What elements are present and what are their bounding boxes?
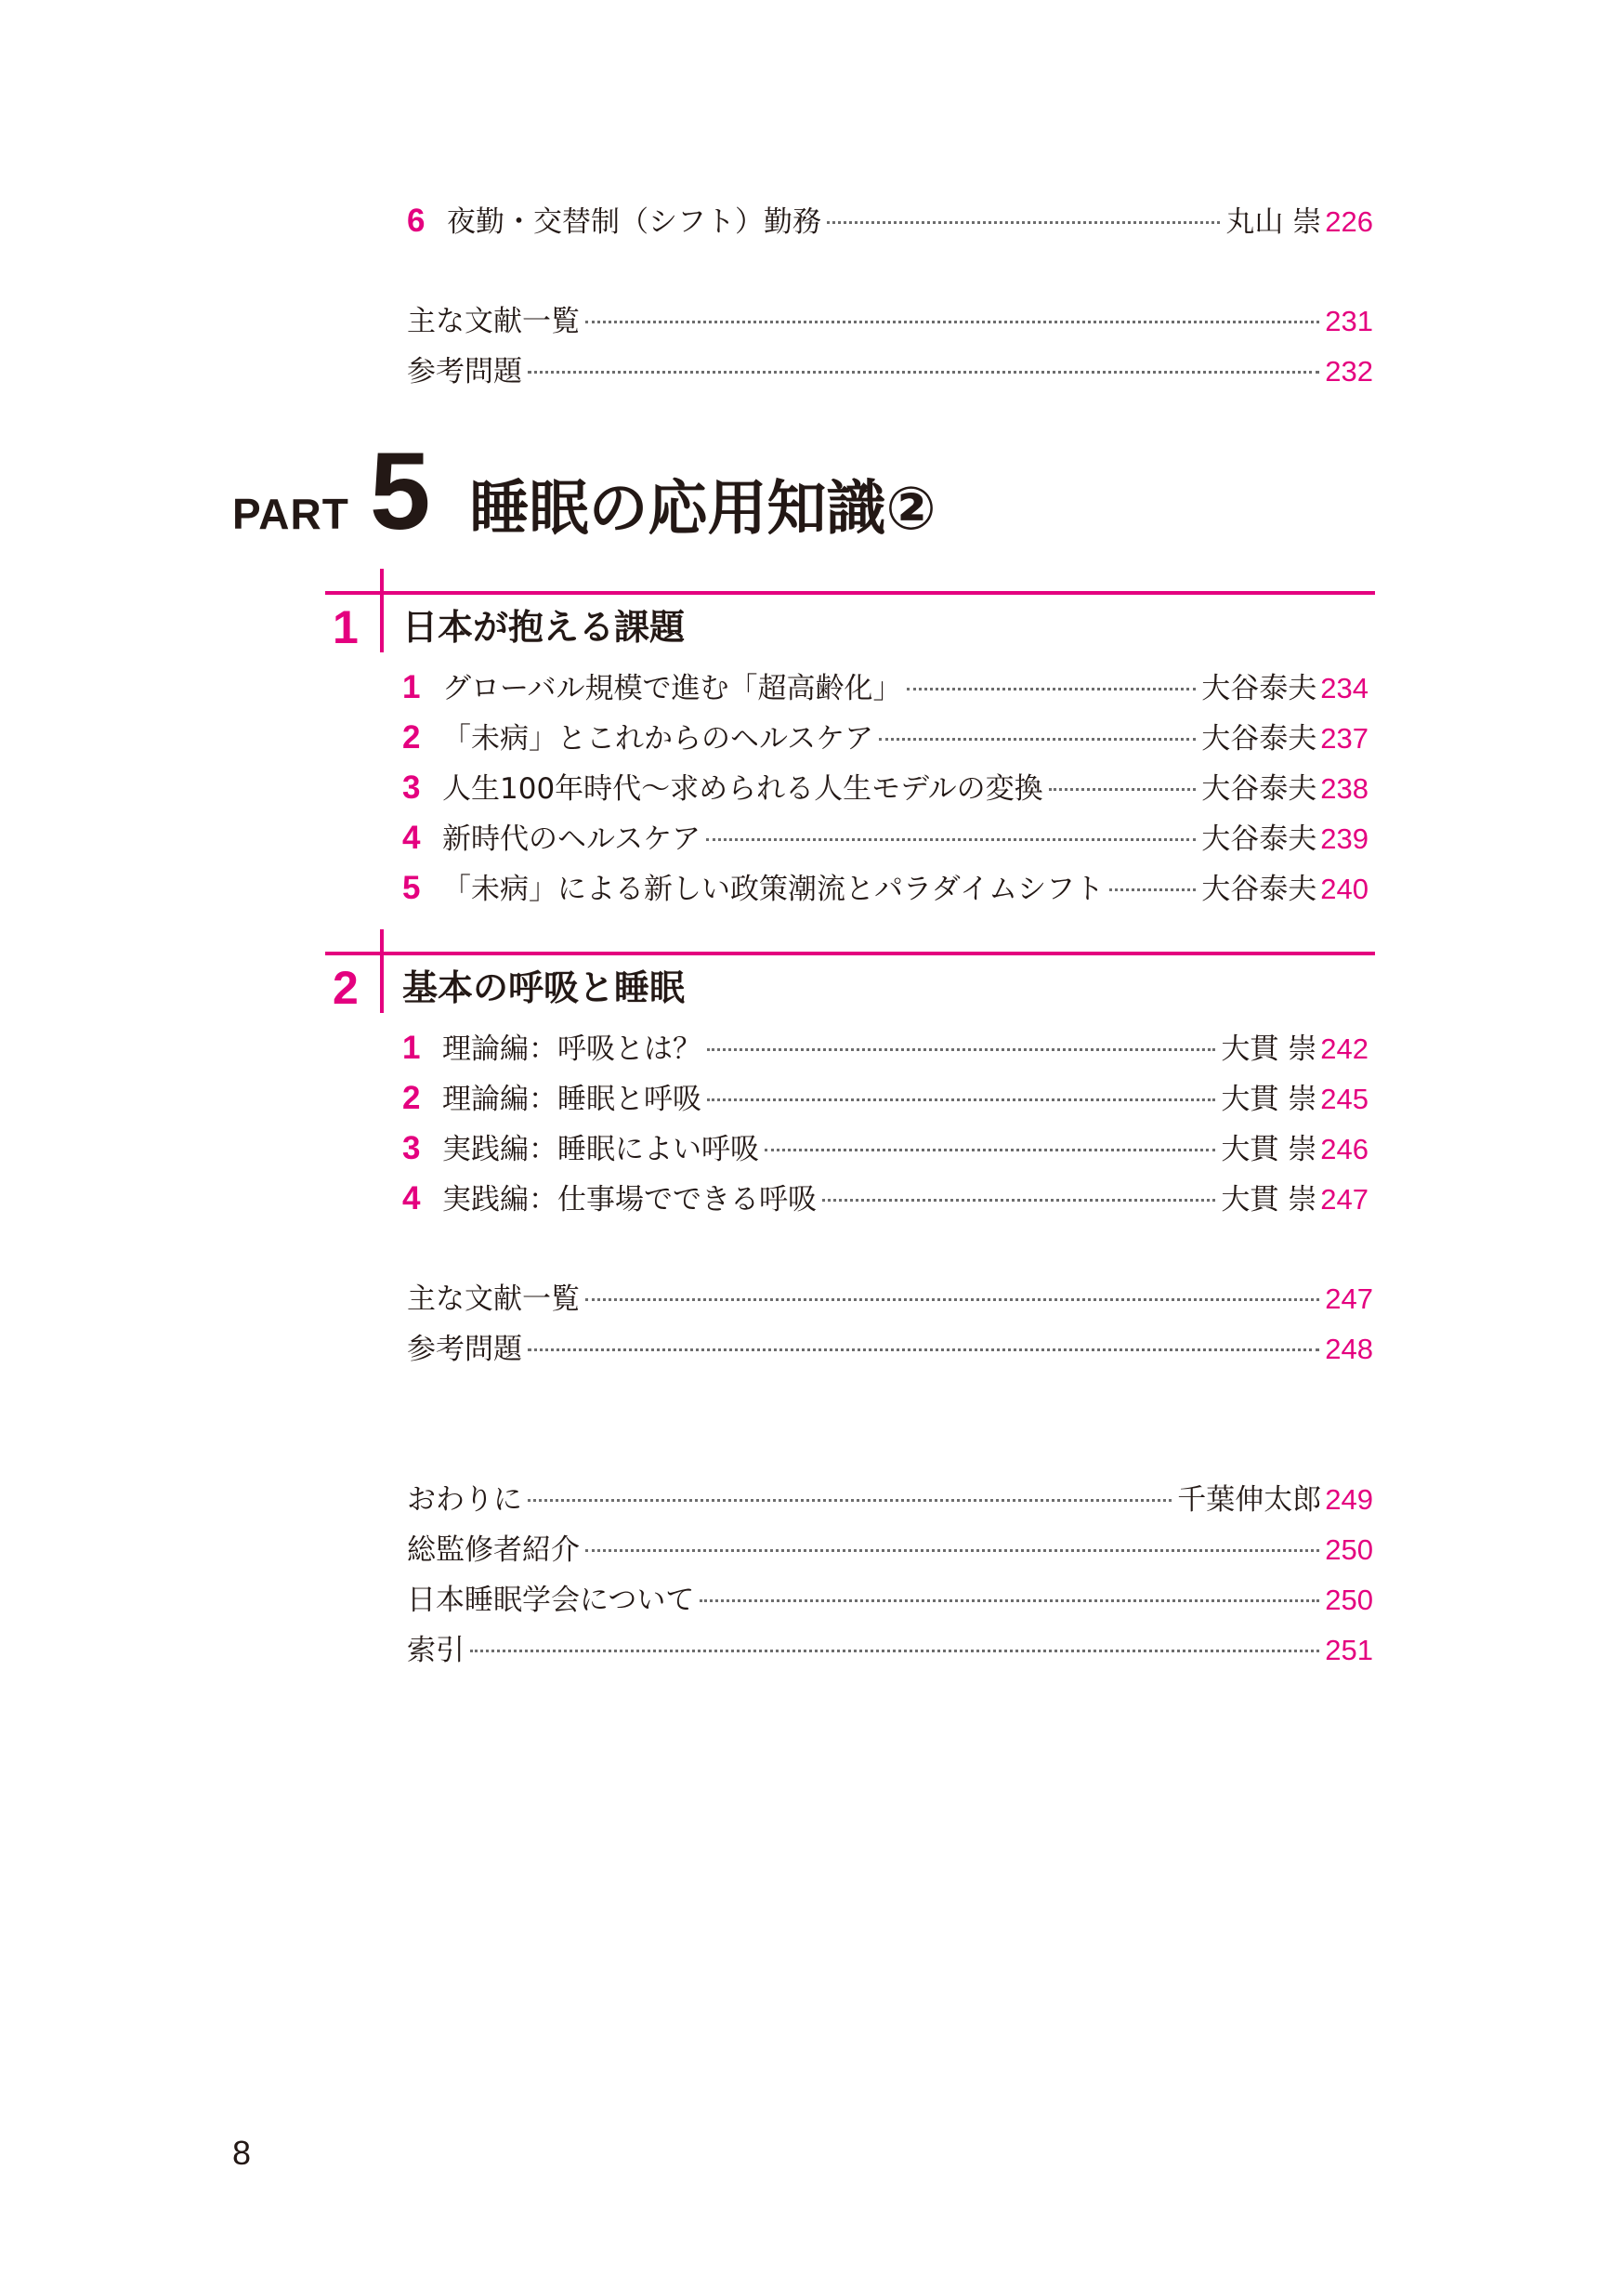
page-number: 245: [1320, 1083, 1369, 1115]
dot-leader: [1049, 788, 1197, 791]
page-number: 238: [1320, 772, 1369, 805]
item-number: 4: [402, 820, 421, 856]
item-title: 夜勤・交替制（シフト）勤務: [447, 205, 821, 239]
item-number: 1: [402, 669, 421, 705]
item-title: 理論編：呼吸とは？: [442, 1032, 701, 1066]
page-number: 246: [1320, 1133, 1369, 1165]
dot-leader: [585, 321, 1319, 323]
part-title: 睡眠の応用知識②: [469, 475, 936, 544]
item-title: 参考問題: [407, 355, 522, 388]
item-author: 大貫 崇: [1221, 1083, 1317, 1116]
dot-leader: [528, 1499, 1172, 1502]
toc-item[interactable]: [402, 1180, 1369, 1218]
item-title: 人生100年時代～求められる人生モデルの変換: [442, 772, 1043, 806]
dot-leader: [907, 688, 1196, 690]
item-title: 実践編：睡眠によい呼吸: [442, 1133, 759, 1166]
item-title: 総監修者紹介: [407, 1533, 580, 1567]
part-heading: [232, 430, 936, 553]
section-rule: [325, 591, 1375, 595]
toc-item[interactable]: [402, 1080, 1369, 1118]
dot-leader: [528, 1348, 1319, 1351]
page-number: 247: [1320, 1183, 1369, 1216]
toc-item[interactable]: [402, 820, 1369, 858]
item-author: 大谷泰夫: [1201, 672, 1317, 705]
toc-item-index[interactable]: [407, 1632, 1373, 1669]
item-title: 主な文献一覧: [407, 305, 580, 338]
page-number: 231: [1325, 305, 1373, 337]
toc-item-supervisor-profile[interactable]: [407, 1532, 1373, 1569]
item-author: 大貫 崇: [1221, 1133, 1317, 1166]
toc-item-night-shift[interactable]: [407, 203, 1373, 241]
toc-item[interactable]: [402, 870, 1369, 908]
toc-item[interactable]: [402, 719, 1369, 757]
dot-leader: [765, 1149, 1215, 1151]
item-number: 4: [402, 1180, 421, 1216]
item-number: 2: [402, 1080, 421, 1116]
item-author: 大谷泰夫: [1201, 772, 1317, 806]
toc-item-references[interactable]: [407, 1281, 1373, 1318]
section-number: 2: [333, 962, 359, 1014]
item-author: 大谷泰夫: [1201, 722, 1317, 756]
item-title: 「未病」による新しい政策潮流とパラダイムシフト: [442, 873, 1105, 906]
toc-item[interactable]: [402, 669, 1369, 707]
dot-leader: [470, 1650, 1319, 1652]
item-author: 大谷泰夫: [1201, 873, 1317, 906]
toc-item[interactable]: [402, 1030, 1369, 1068]
item-author: 大谷泰夫: [1201, 822, 1317, 856]
item-number: 3: [402, 1130, 421, 1166]
dot-leader: [822, 1199, 1215, 1202]
item-title: 「未病」とこれからのヘルスケア: [442, 722, 874, 756]
item-number: 6: [407, 203, 426, 239]
page-number: 237: [1320, 722, 1369, 755]
part-number: 5: [369, 430, 431, 553]
page-number: 251: [1325, 1634, 1373, 1666]
dot-leader: [700, 1599, 1319, 1602]
dot-leader: [707, 1098, 1215, 1101]
item-author: 千葉伸太郎: [1177, 1483, 1322, 1517]
dot-leader: [706, 838, 1196, 841]
item-title: 新時代のヘルスケア: [442, 822, 701, 856]
item-number: 2: [402, 719, 421, 756]
dot-leader: [585, 1298, 1319, 1301]
page-number: 226: [1325, 205, 1373, 238]
section-title[interactable]: 日本が抱える課題: [402, 607, 686, 648]
item-author: 大貫 崇: [1221, 1183, 1317, 1216]
part-label: PART: [232, 490, 349, 538]
section-tick: [380, 929, 384, 1013]
dot-leader: [1109, 888, 1196, 891]
page-number: 234: [1320, 672, 1369, 704]
item-title: 日本睡眠学会について: [407, 1584, 695, 1617]
toc-item-afterword[interactable]: [407, 1481, 1373, 1519]
toc-item[interactable]: [402, 769, 1369, 808]
item-author: 丸山 崇: [1225, 205, 1322, 239]
page-folio: 8: [232, 2134, 252, 2172]
section-rule: [325, 952, 1375, 955]
item-title: グローバル規模で進む「超高齢化」: [442, 672, 902, 705]
item-title: 主な文献一覧: [407, 1282, 580, 1316]
section-tick: [380, 569, 384, 652]
page-number: 248: [1325, 1333, 1373, 1365]
item-title: 索引: [407, 1634, 465, 1667]
toc-item-about-society[interactable]: [407, 1582, 1373, 1619]
page-number: 240: [1320, 873, 1369, 905]
page-number: 232: [1325, 355, 1373, 388]
dot-leader: [528, 371, 1319, 374]
item-title: 参考問題: [407, 1333, 522, 1366]
toc-item-questions[interactable]: [407, 1331, 1373, 1368]
page-number: 250: [1325, 1584, 1373, 1616]
page-number: 249: [1325, 1483, 1373, 1516]
toc-item-questions[interactable]: [407, 353, 1373, 390]
item-number: 5: [402, 870, 421, 906]
item-author: 大貫 崇: [1221, 1032, 1317, 1066]
item-title: おわりに: [407, 1483, 522, 1517]
page-number: 239: [1320, 822, 1369, 855]
page-number: 242: [1320, 1032, 1369, 1065]
page-number: 247: [1325, 1282, 1373, 1315]
item-number: 1: [402, 1030, 421, 1066]
item-number: 3: [402, 769, 421, 806]
section-number: 1: [333, 601, 359, 653]
dot-leader: [707, 1048, 1215, 1051]
toc-item-references[interactable]: [407, 303, 1373, 340]
item-title: 実践編：仕事場でできる呼吸: [442, 1183, 817, 1216]
page-number: 250: [1325, 1533, 1373, 1566]
toc-item[interactable]: [402, 1130, 1369, 1168]
dot-leader: [879, 738, 1196, 741]
section-title[interactable]: 基本の呼吸と睡眠: [402, 967, 686, 1008]
dot-leader: [827, 221, 1220, 224]
dot-leader: [585, 1549, 1319, 1552]
item-title: 理論編：睡眠と呼吸: [442, 1083, 701, 1116]
